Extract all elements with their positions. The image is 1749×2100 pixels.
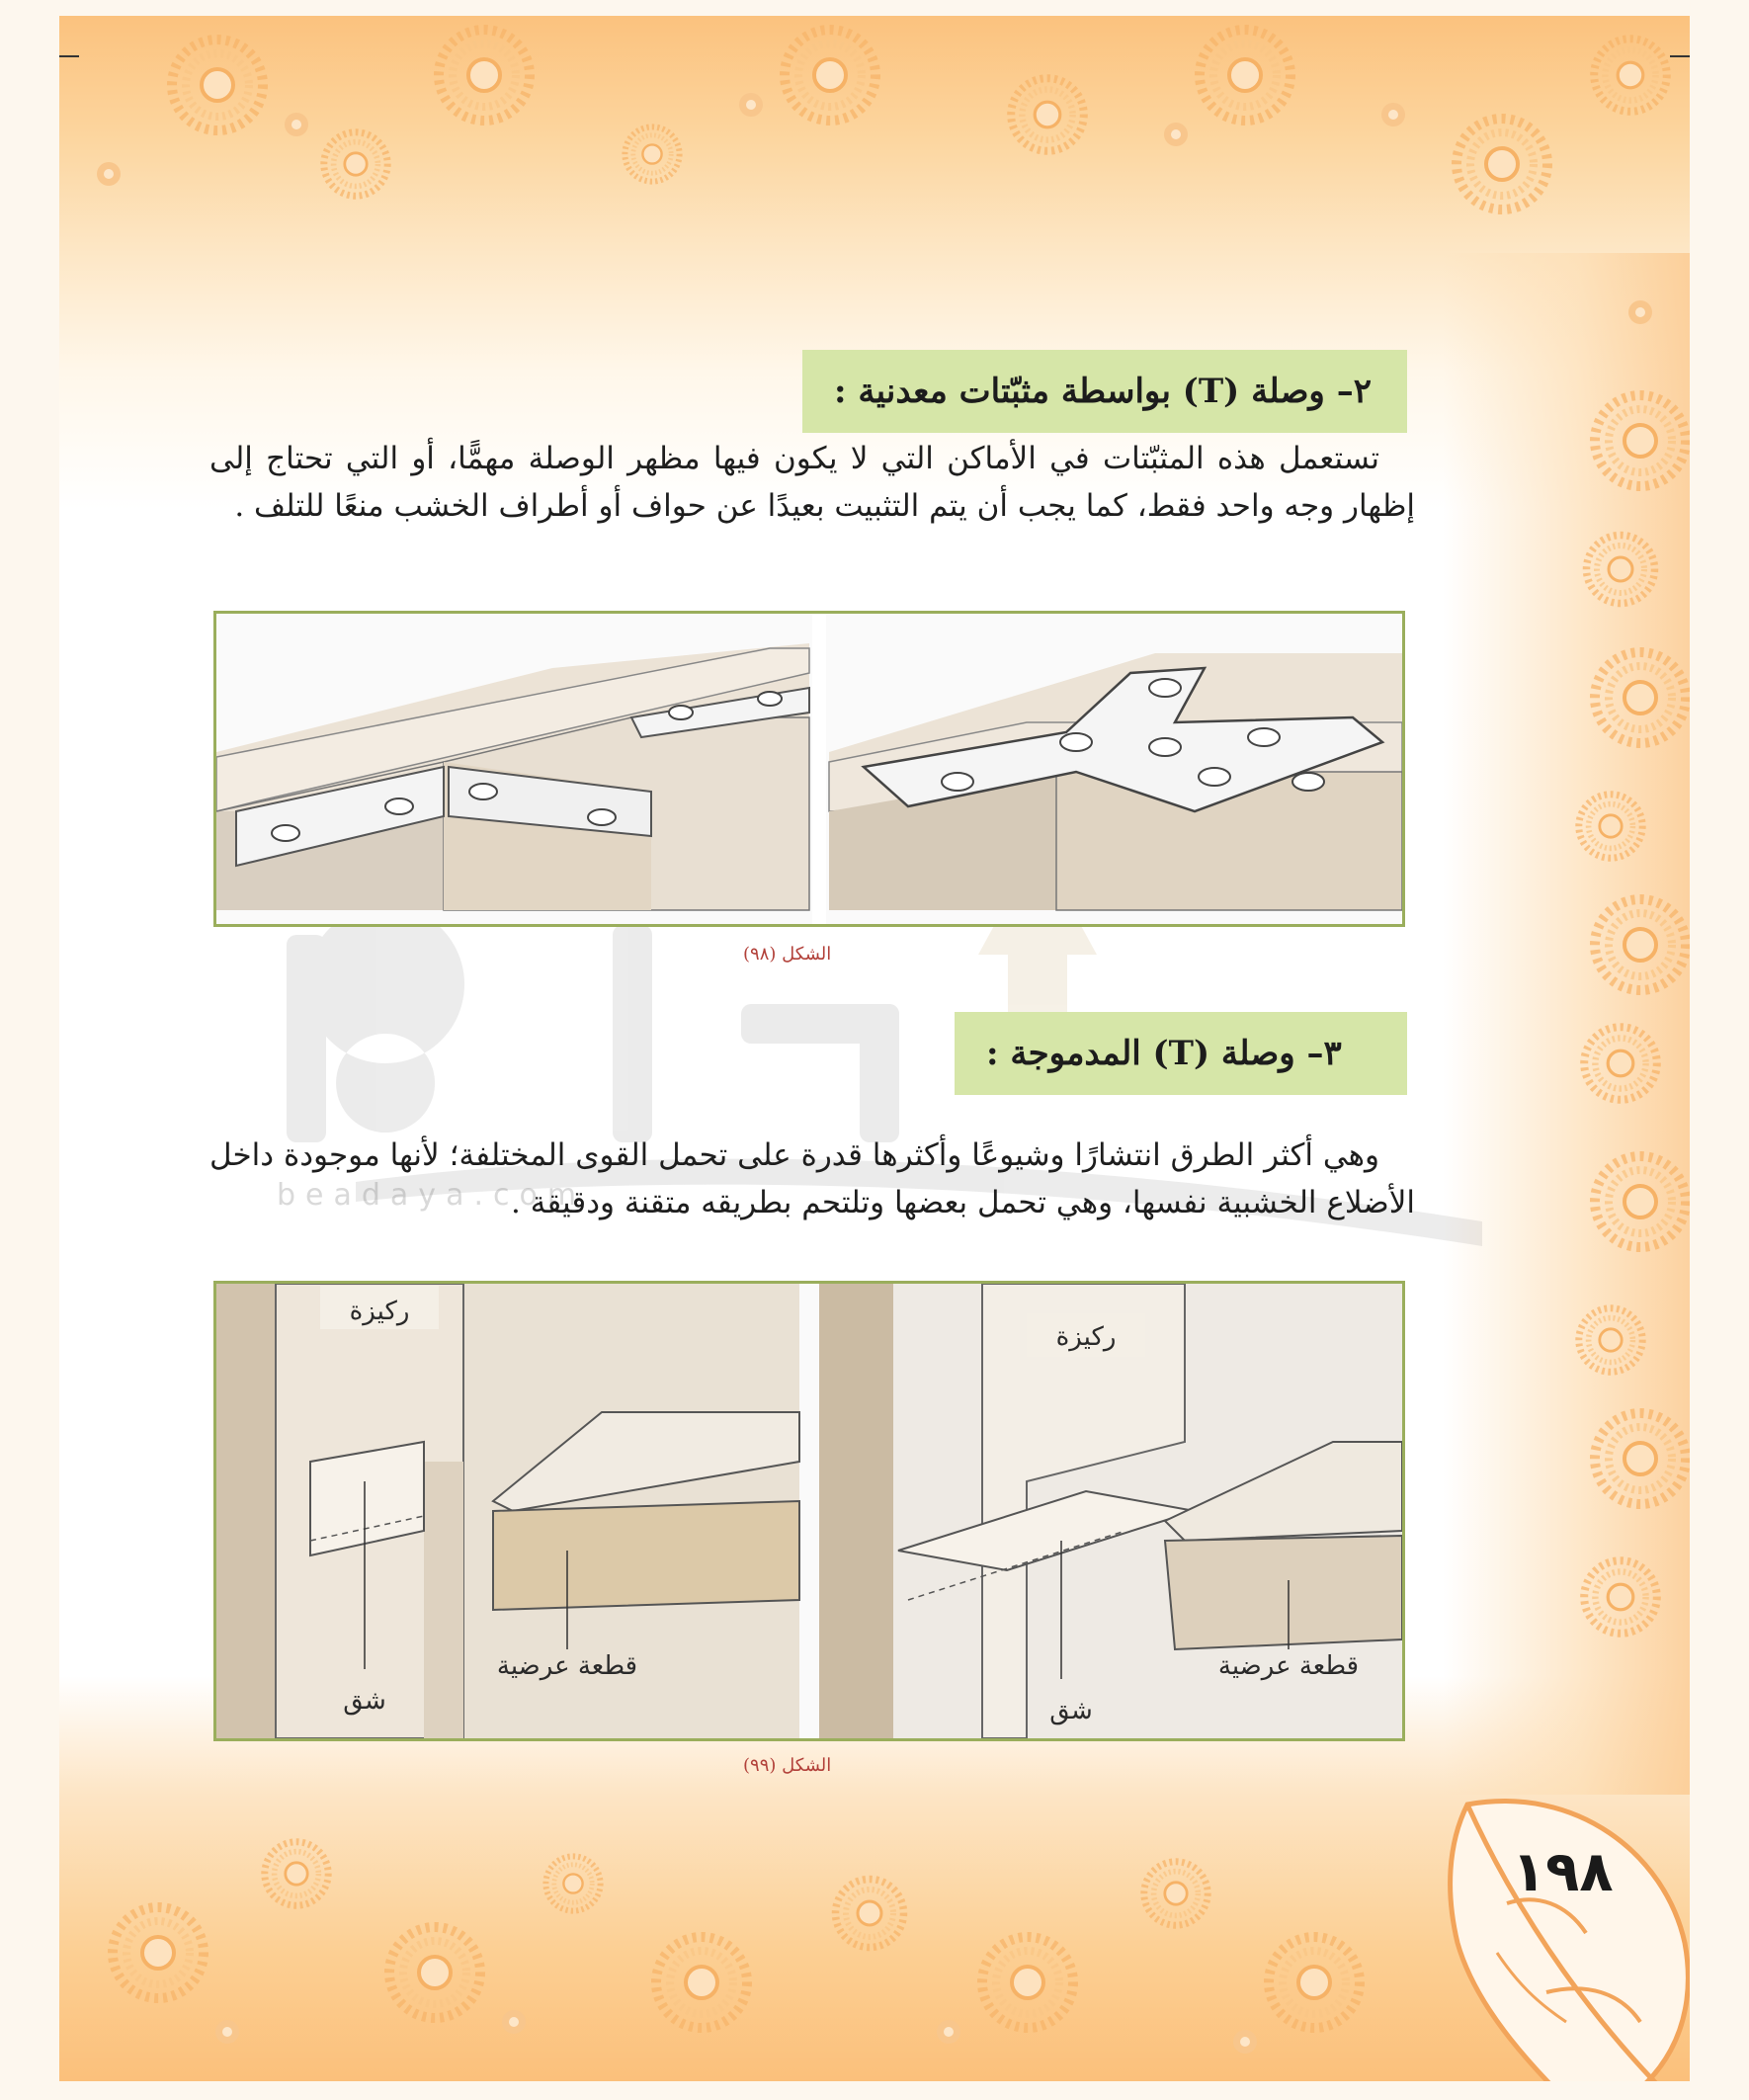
section-3-heading	[955, 1012, 1407, 1095]
section-3-paragraph: وهي أكثر الطرق انتشارًا وشيوعًا وأكثرها قدرة على تحمل القوى المختلفة؛ لأنها موجودة داخل الأضلاع الخشبية نفسها، وهي تحمل بعضها وتلتحم بطريقه متقنة ودقيقة .	[209, 1137, 1415, 1220]
figure-98-caption: الشكل (٩٨)	[743, 944, 832, 965]
page-number: ١٩٨	[1512, 1840, 1614, 1904]
t-plate-joint-drawing	[829, 653, 1402, 910]
housed-joint-left-drawing	[216, 1284, 799, 1738]
section-2-paragraph: تستعمل هذه المثبّتات في الأماكن التي لا يكون فيها مظهر الوصلة مهمًّا، أو التي تحتاج إلى إظهار وجه واحد فقط، كما يجب أن يتم التثبيت بعيدًا عن حواف أو أطراف الخشب منعًا للتلف .	[209, 441, 1415, 524]
section-2-heading-text: ٢– وصلة (T) بواسطة مثبّتات معدنية :	[834, 372, 1372, 411]
housed-t-joint-illustration	[216, 1284, 1402, 1738]
housed-joint-right-drawing	[819, 1284, 1402, 1738]
section-2-heading	[802, 350, 1407, 433]
textbook-page	[59, 16, 1690, 2081]
watermark-text: beadaya.com	[277, 1178, 587, 1213]
right-crosspiece-label: قطعة عرضية	[1217, 1651, 1360, 1681]
left-crosspiece-label: قطعة عرضية	[496, 1651, 638, 1681]
right-slot-label: شق	[1049, 1696, 1093, 1725]
metal-fastener-joints-illustration	[216, 614, 1402, 924]
left-post-label: ركيزة	[349, 1297, 410, 1326]
figure-98	[213, 611, 1405, 927]
sunflower-decoration	[59, 16, 1690, 2081]
corner-bracket-joint-drawing	[216, 643, 809, 910]
left-slot-label: شق	[343, 1686, 386, 1716]
figure-99	[213, 1281, 1405, 1741]
section-3-heading-text: ٣– وصلة (T) المدموجة :	[986, 1034, 1342, 1073]
figure-99-caption: الشكل (٩٩)	[743, 1755, 832, 1776]
crop-mark	[59, 55, 79, 57]
crop-mark	[1670, 55, 1690, 57]
right-post-label: ركيزة	[1055, 1322, 1117, 1352]
